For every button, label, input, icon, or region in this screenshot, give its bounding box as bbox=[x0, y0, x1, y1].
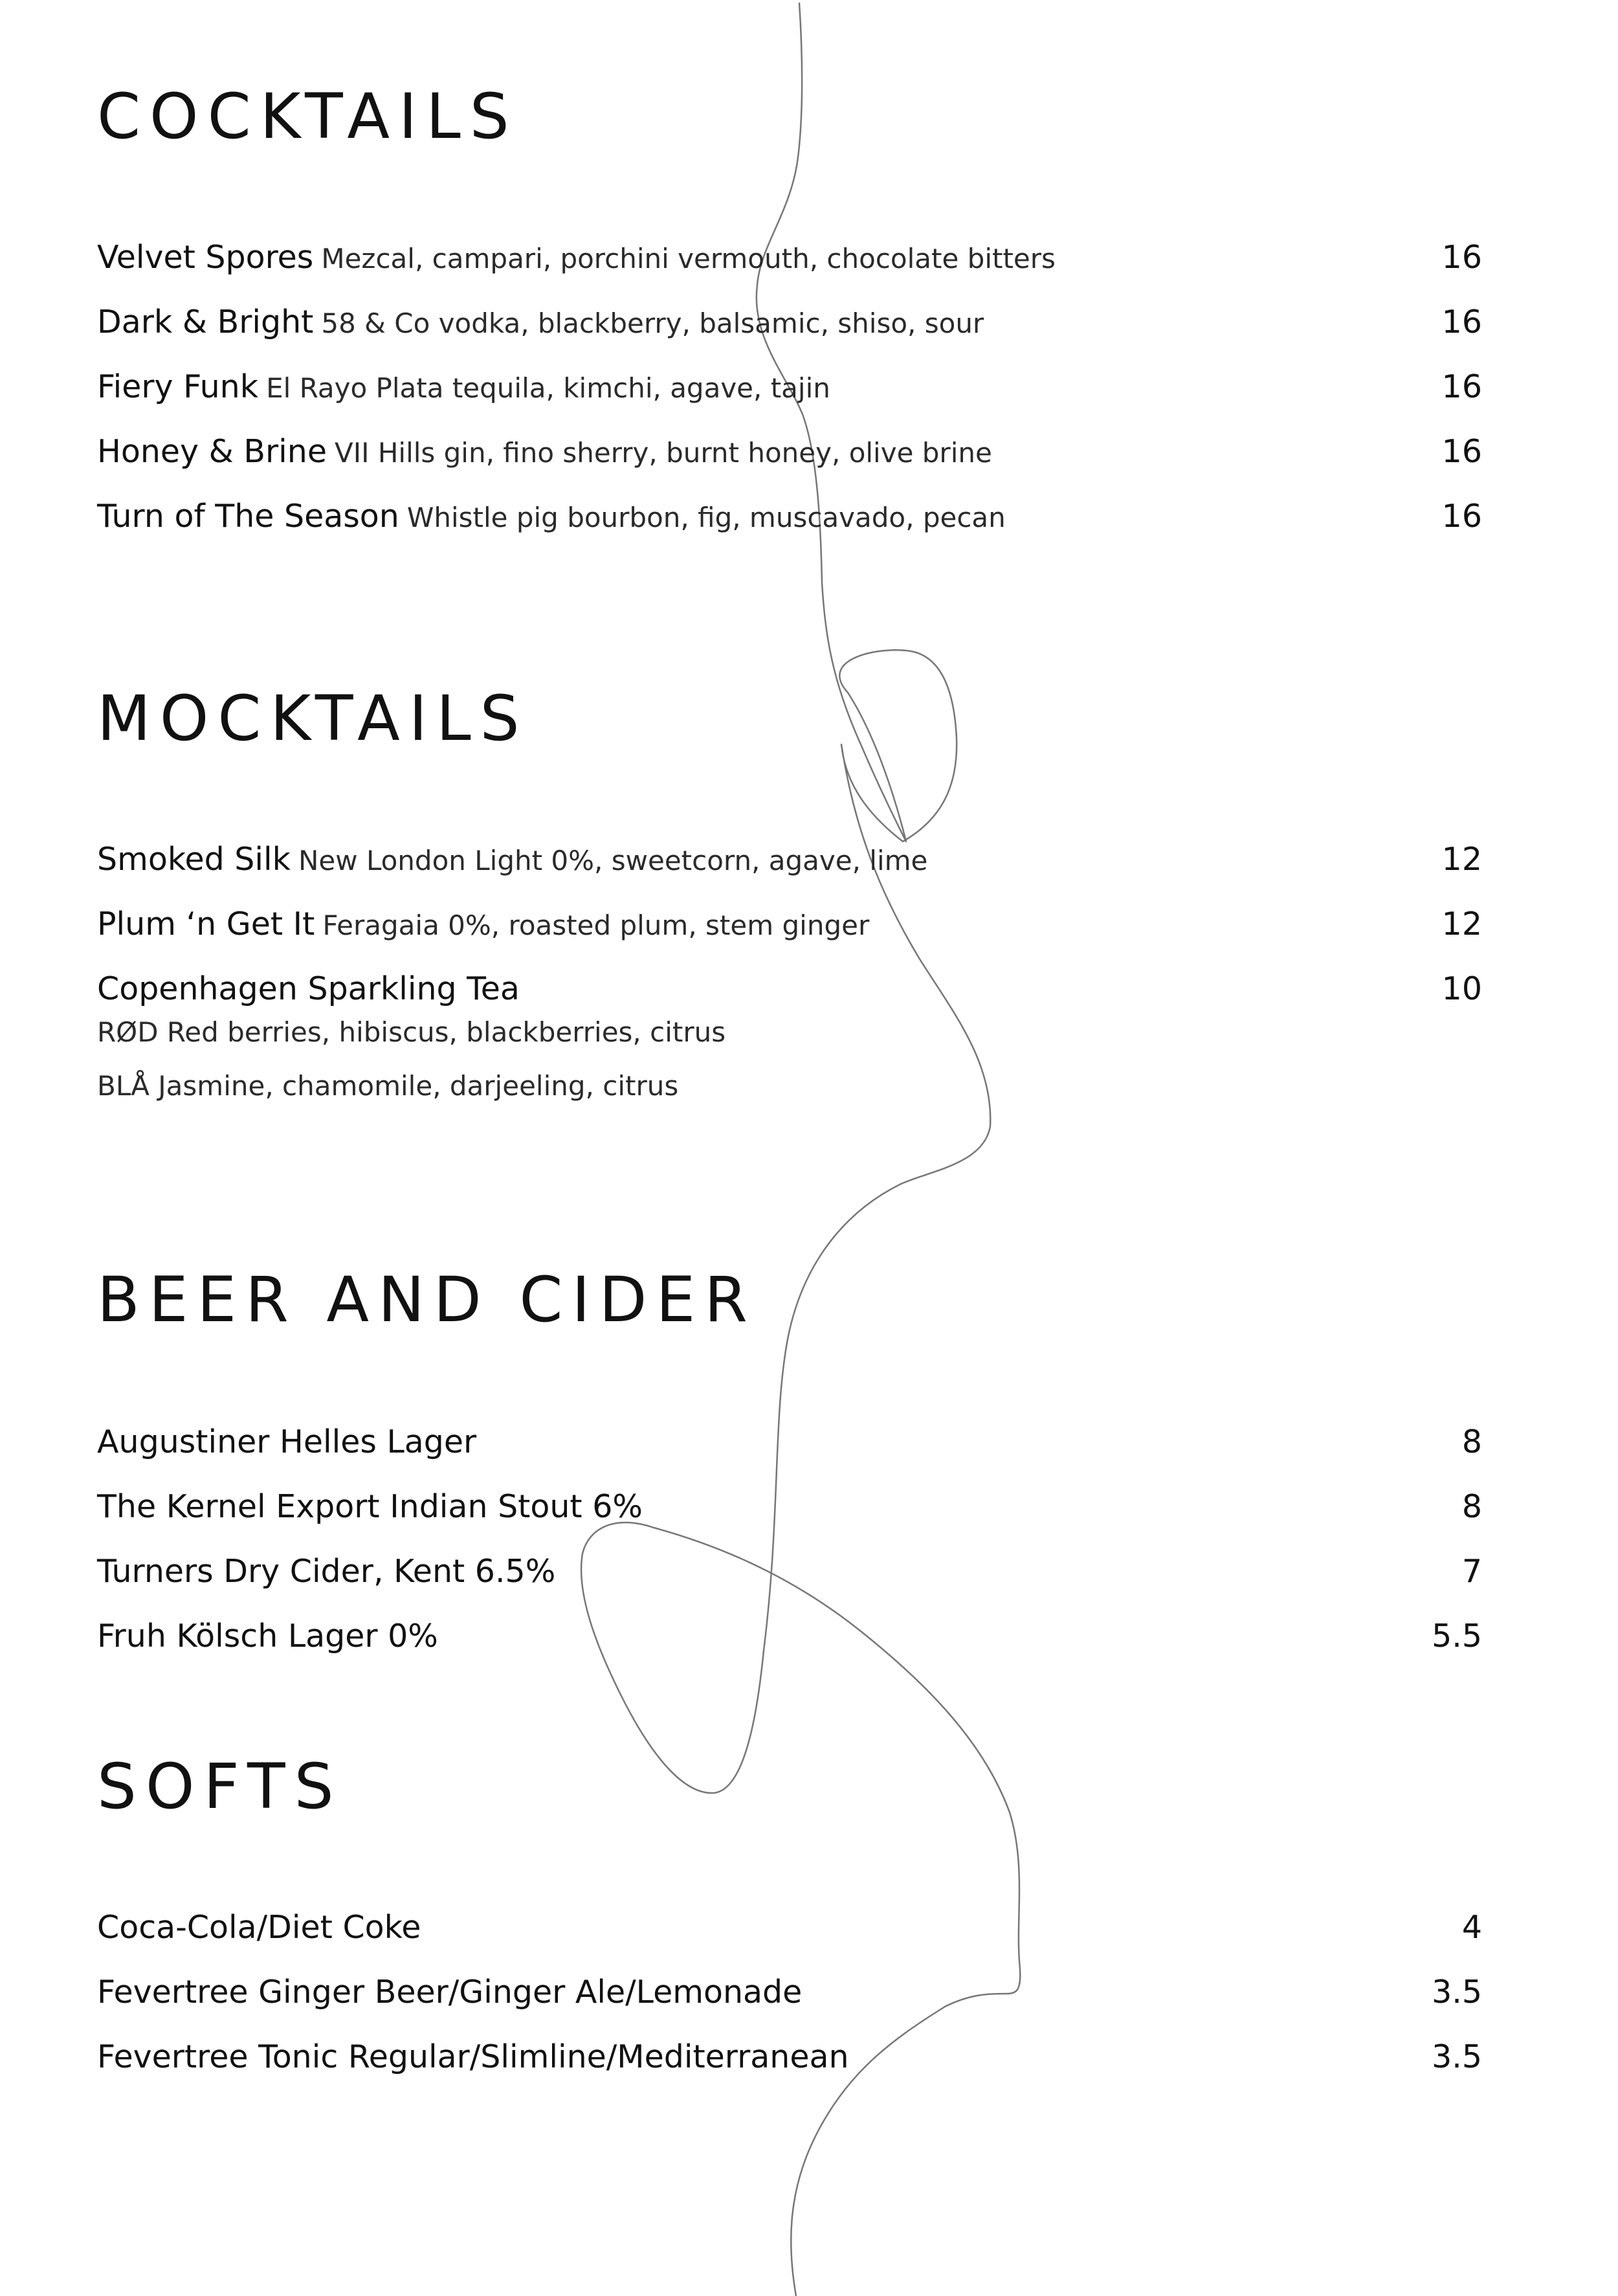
item-name: Fevertree Ginger Beer/Ginger Ale/Lemonade bbox=[97, 1974, 803, 2011]
item-description: Feragaia 0%, roasted plum, stem ginger bbox=[322, 909, 870, 941]
section-title-softs: SOFTS bbox=[97, 1750, 343, 1823]
item-price: 12 bbox=[1441, 841, 1482, 878]
menu-item bbox=[97, 1484, 1482, 1530]
item-price: 16 bbox=[1441, 498, 1482, 535]
menu-item bbox=[97, 235, 1482, 280]
item-description: Whistle pig bourbon, fig, muscavado, pecan bbox=[406, 502, 1006, 533]
item-description: New London Light 0%, sweetcorn, agave, lime bbox=[298, 845, 928, 876]
menu-item bbox=[97, 966, 1482, 1012]
item-description: VII Hills gin, fino sherry, burnt honey, olive brine bbox=[334, 437, 992, 469]
item-name: Copenhagen Sparkling Tea bbox=[97, 970, 520, 1007]
item-name: Plum ‘n Get It bbox=[97, 906, 315, 942]
item-price: 7 bbox=[1461, 1553, 1482, 1590]
item-name: Turners Dry Cider, Kent 6.5% bbox=[97, 1553, 556, 1590]
item-price: 8 bbox=[1461, 1488, 1482, 1525]
item-description: El Rayo Plata tequila, kimchi, agave, tajin bbox=[266, 372, 830, 404]
item-price: 12 bbox=[1441, 906, 1482, 942]
menu-item bbox=[97, 902, 1482, 947]
tea-variant: RØD Red berries, hibiscus, blackberries, citrus bbox=[97, 1016, 726, 1048]
item-price: 8 bbox=[1461, 1423, 1482, 1460]
tea-variant: BLÅ Jasmine, chamomile, darjeeling, citrus bbox=[97, 1070, 679, 1102]
menu-item bbox=[97, 1970, 1482, 2015]
item-price: 16 bbox=[1441, 433, 1482, 470]
item-name: Honey & Brine bbox=[97, 433, 327, 470]
item-description: Mezcal, campari, porchini vermouth, chocolate bitters bbox=[321, 243, 1056, 274]
item-name: The Kernel Export Indian Stout 6% bbox=[97, 1488, 643, 1525]
item-price: 4 bbox=[1461, 1909, 1482, 1946]
item-name: Turn of The Season bbox=[97, 498, 399, 535]
item-name: Fiery Funk bbox=[97, 368, 259, 405]
menu-item bbox=[97, 429, 1482, 474]
menu-item bbox=[97, 1420, 1482, 1465]
item-price: 10 bbox=[1441, 970, 1482, 1007]
item-price: 16 bbox=[1441, 239, 1482, 276]
section-title-mocktails: MOCKTAILS bbox=[97, 682, 529, 755]
menu-item bbox=[97, 364, 1482, 410]
menu-item bbox=[97, 1614, 1482, 1659]
section-title-beer-and-cider: BEER AND CIDER bbox=[97, 1264, 757, 1336]
menu-item bbox=[97, 2034, 1482, 2080]
item-description: 58 & Co vodka, blackberry, balsamic, shiso, sour bbox=[321, 307, 984, 339]
item-name: Dark & Bright bbox=[97, 304, 314, 340]
menu-item bbox=[97, 1905, 1482, 1950]
item-name: Fruh Kölsch Lager 0% bbox=[97, 1618, 438, 1655]
item-name: Fevertree Tonic Regular/Slimline/Mediterranean bbox=[97, 2038, 849, 2075]
item-price: 3.5 bbox=[1432, 2038, 1482, 2075]
item-price: 3.5 bbox=[1432, 1974, 1482, 2011]
section-title-cocktails: COCKTAILS bbox=[97, 80, 518, 153]
item-name: Velvet Spores bbox=[97, 239, 314, 276]
item-name: Smoked Silk bbox=[97, 841, 291, 878]
item-price: 5.5 bbox=[1432, 1618, 1482, 1655]
decorative-line-path bbox=[581, 3, 1020, 2296]
menu-item bbox=[97, 837, 1482, 882]
menu-item bbox=[97, 494, 1482, 539]
menu-item bbox=[97, 300, 1482, 345]
item-price: 16 bbox=[1441, 368, 1482, 405]
item-name: Coca-Cola/Diet Coke bbox=[97, 1909, 421, 1946]
item-price: 16 bbox=[1441, 304, 1482, 340]
menu-item bbox=[97, 1549, 1482, 1594]
item-name: Augustiner Helles Lager bbox=[97, 1423, 477, 1460]
